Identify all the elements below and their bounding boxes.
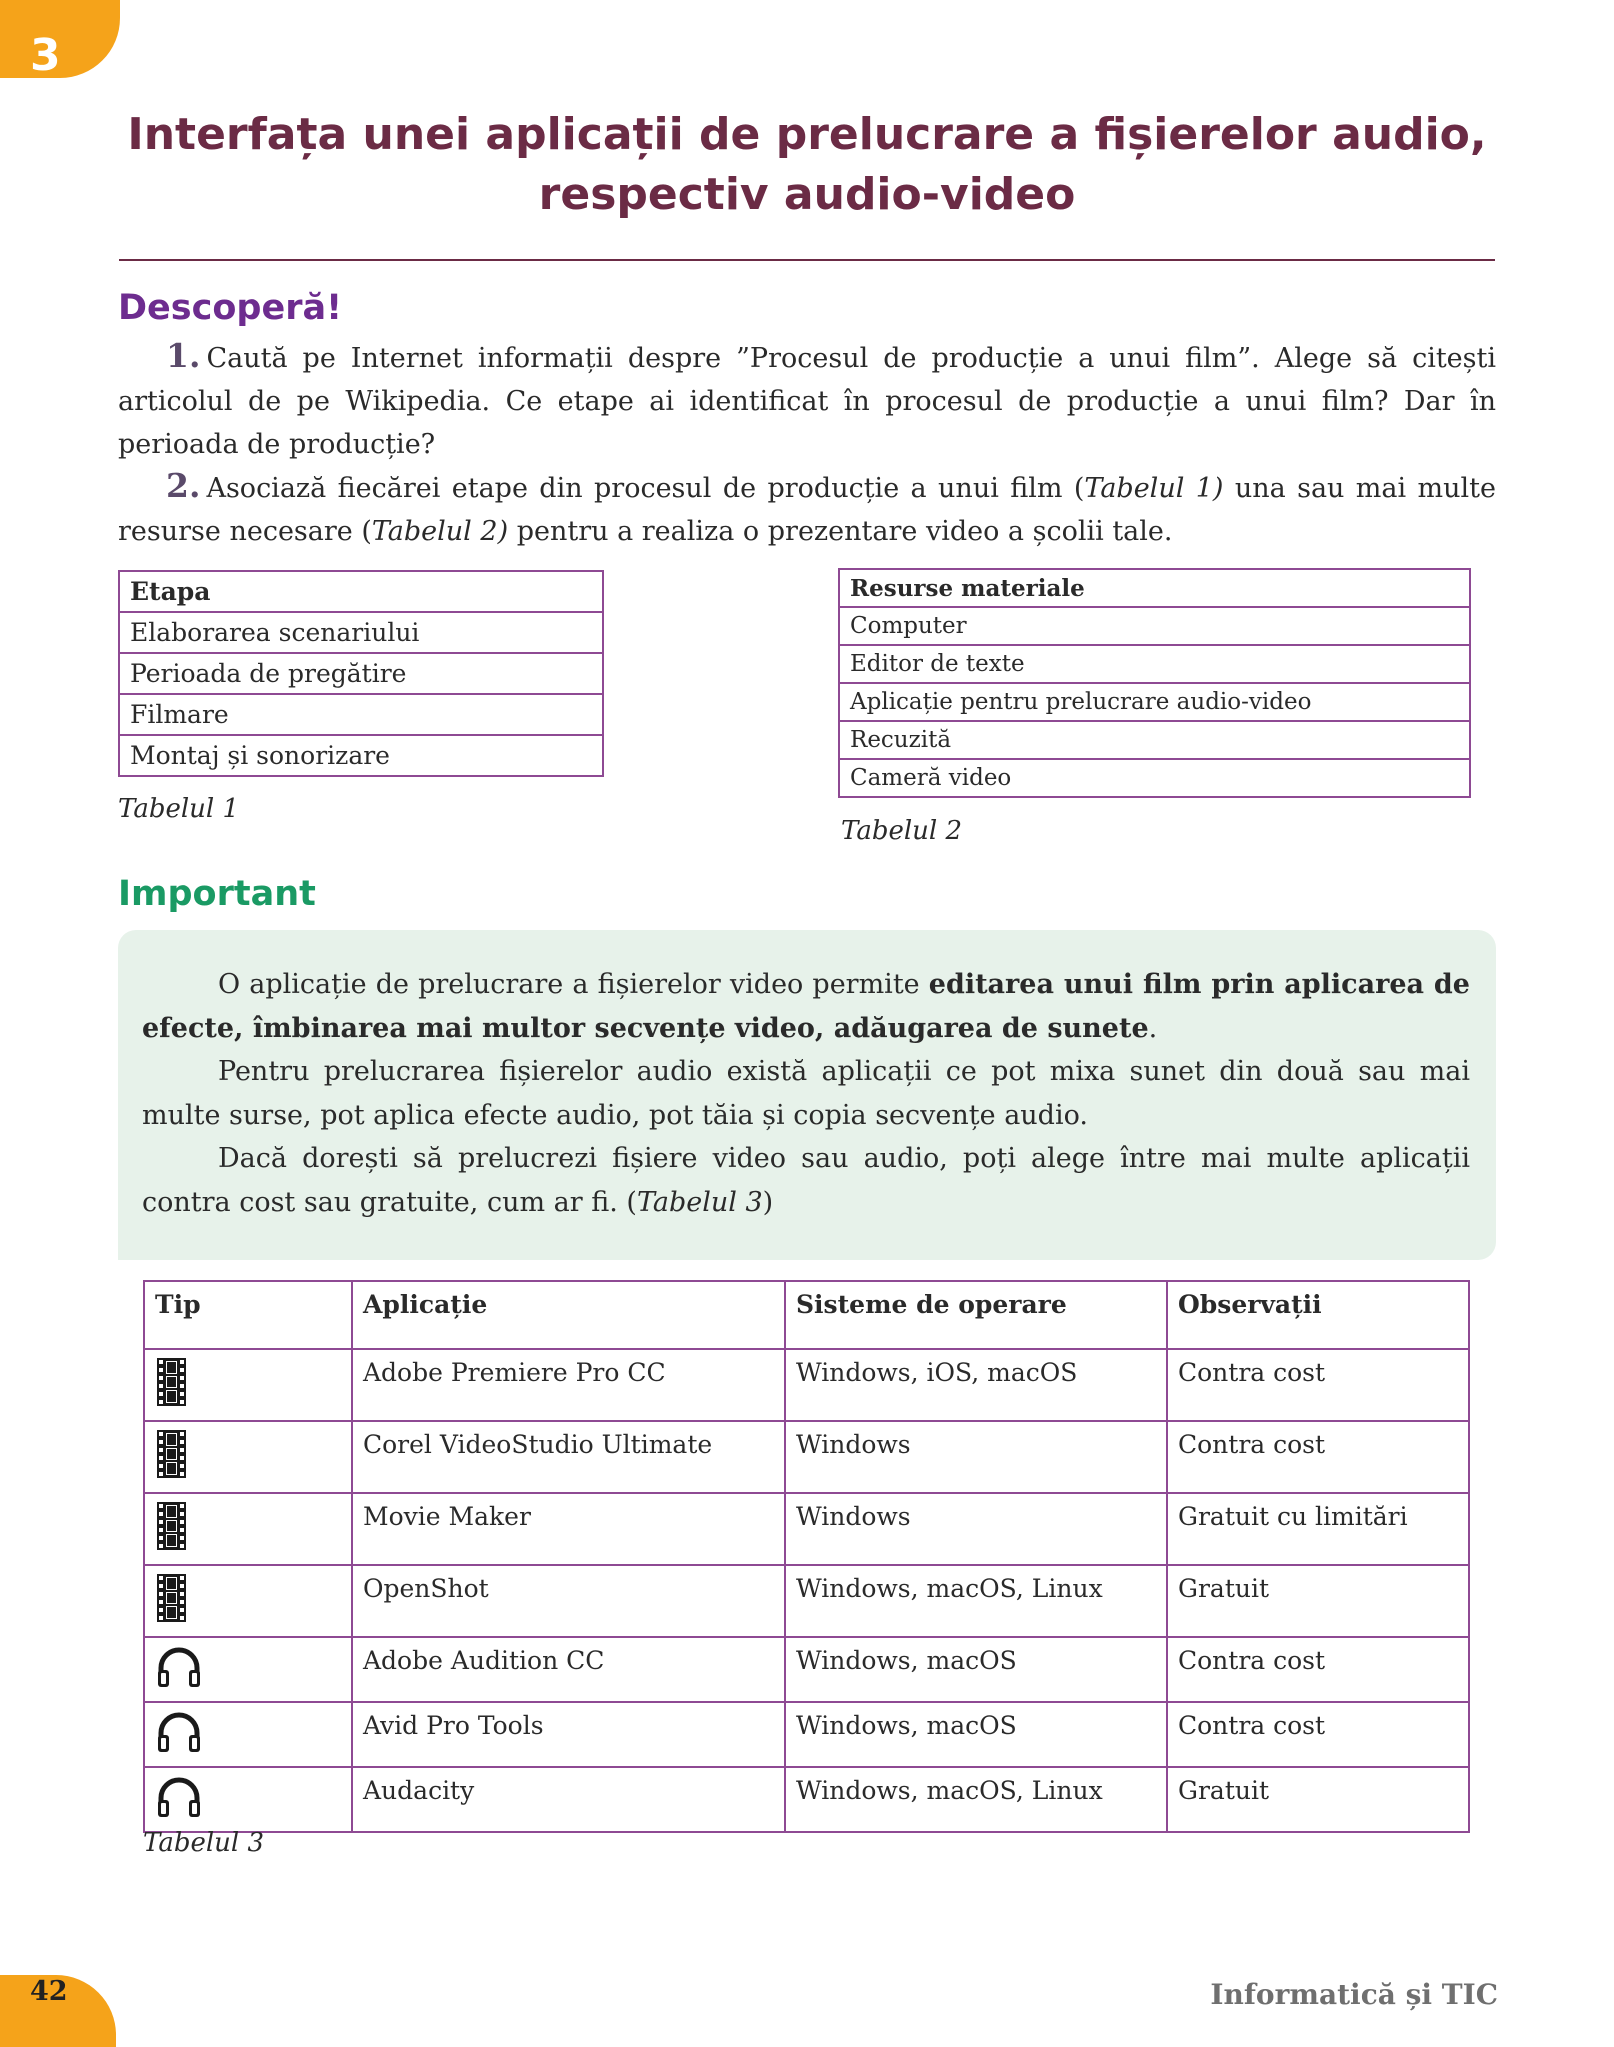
app-cell: Avid Pro Tools — [352, 1702, 785, 1767]
table-row — [144, 1767, 1469, 1832]
table2-header: Resurse materiale — [839, 569, 1470, 607]
table2-caption: Tabelul 2 — [841, 816, 963, 846]
obs-cell: Contra cost — [1167, 1637, 1469, 1702]
table1-cell: Filmare — [119, 694, 603, 735]
descopera-heading: Descoperă! — [118, 288, 343, 328]
col-header-obs: Observații — [1167, 1281, 1469, 1349]
page-title — [119, 105, 1495, 225]
table1-cell: Perioada de pregătire — [119, 653, 603, 694]
important-text — [142, 963, 1470, 1224]
footer-title: Informatică și TIC — [1210, 1978, 1498, 2011]
table2-reference: Tabelul 2) — [371, 516, 509, 547]
os-cell: Windows — [785, 1421, 1167, 1493]
headphones-icon — [155, 1776, 203, 1818]
obs-cell: Gratuit cu limitări — [1167, 1493, 1469, 1565]
table-row — [144, 1421, 1469, 1493]
type-cell — [144, 1421, 352, 1493]
important-p1-text: O aplicație de prelucrare a fișierelor video permite — [218, 969, 929, 1000]
col-header-tip: Tip — [144, 1281, 352, 1349]
table2-cell: Cameră video — [839, 759, 1470, 797]
table3-caption: Tabelul 3 — [143, 1828, 265, 1858]
exercise-2 — [118, 464, 1496, 553]
type-cell — [144, 1349, 352, 1421]
title-line-1: Interfața unei aplicații de prelucrare a fișierelor audio, — [127, 109, 1487, 160]
film-icon — [157, 1574, 186, 1622]
type-cell — [144, 1493, 352, 1565]
table-row — [144, 1493, 1469, 1565]
table2-cell: Recuzită — [839, 721, 1470, 759]
table1-reference: Tabelul 1) — [1084, 473, 1224, 504]
chapter-number: 3 — [30, 30, 61, 81]
table1-caption: Tabelul 1 — [118, 794, 240, 824]
app-cell: OpenShot — [352, 1565, 785, 1637]
os-cell: Windows, macOS, Linux — [785, 1565, 1167, 1637]
table-row — [144, 1702, 1469, 1767]
obs-cell: Gratuit — [1167, 1565, 1469, 1637]
app-cell: Corel VideoStudio Ultimate — [352, 1421, 785, 1493]
table2-cell: Editor de texte — [839, 645, 1470, 683]
important-p1-end: . — [1148, 1012, 1158, 1044]
table2-cell: Computer — [839, 607, 1470, 645]
table-applications — [143, 1280, 1470, 1833]
title-line-2: respectiv audio-video — [538, 169, 1076, 220]
important-paragraph-2: Pentru prelucrarea fișierelor audio există aplicații ce pot mixa sunet din două sau mai multe surse, pot aplica efecte audio, pot tăia și copia secvențe audio. — [142, 1056, 1470, 1131]
important-paragraph-1 — [142, 963, 1470, 1050]
exercise-1-number: 1. — [166, 336, 201, 375]
page-number: 42 — [30, 1976, 68, 2007]
type-cell — [144, 1702, 352, 1767]
table-row — [144, 1637, 1469, 1702]
os-cell: Windows, iOS, macOS — [785, 1349, 1167, 1421]
table2-cell: Aplicație pentru prelucrare audio-video — [839, 683, 1470, 721]
headphones-icon — [155, 1646, 203, 1688]
headphones-icon — [155, 1711, 203, 1753]
film-icon — [157, 1358, 186, 1406]
type-cell — [144, 1565, 352, 1637]
table1-header: Etapa — [119, 571, 603, 612]
table-row — [144, 1349, 1469, 1421]
important-heading: Important — [118, 874, 316, 914]
app-cell: Adobe Premiere Pro CC — [352, 1349, 785, 1421]
title-divider — [119, 259, 1495, 261]
exercise-1-text: Caută pe Internet informații despre ”Procesul de producție a unui film”. Alege să citești articolul de pe Wikipedia. Ce etape ai identificat în procesul de producție a unui film? Dar în perioada de producție? — [118, 343, 1496, 460]
table-row — [144, 1565, 1469, 1637]
obs-cell: Contra cost — [1167, 1421, 1469, 1493]
table1-cell: Montaj și sonorizare — [119, 735, 603, 776]
col-header-os: Sisteme de operare — [785, 1281, 1167, 1349]
film-icon — [157, 1502, 186, 1550]
obs-cell: Contra cost — [1167, 1349, 1469, 1421]
type-cell — [144, 1637, 352, 1702]
table1-cell: Elaborarea scenariului — [119, 612, 603, 653]
os-cell: Windows, macOS — [785, 1702, 1167, 1767]
app-cell: Audacity — [352, 1767, 785, 1832]
important-paragraph-3 — [142, 1137, 1470, 1224]
exercise-1 — [118, 334, 1496, 466]
important-p3-end: ) — [762, 1186, 774, 1218]
col-header-app: Aplicație — [352, 1281, 785, 1349]
exercise-2-number: 2. — [166, 466, 201, 505]
os-cell: Windows — [785, 1493, 1167, 1565]
important-p3-text: Dacă dorești să prelucrezi fișiere video sau audio, poți alege între mai multe aplicații contra cost sau gratuite, cum ar fi. ( — [142, 1143, 1470, 1218]
table-stages — [118, 570, 604, 777]
app-cell: Movie Maker — [352, 1493, 785, 1565]
obs-cell: Contra cost — [1167, 1702, 1469, 1767]
os-cell: Windows, macOS — [785, 1637, 1167, 1702]
obs-cell: Gratuit — [1167, 1767, 1469, 1832]
film-icon — [157, 1430, 186, 1478]
app-cell: Adobe Audition CC — [352, 1637, 785, 1702]
exercise-2-text-a: Asociază fiecărei etape din procesul de producție a unui film ( — [206, 473, 1085, 504]
os-cell: Windows, macOS, Linux — [785, 1767, 1167, 1832]
type-cell — [144, 1767, 352, 1832]
table3-reference: Tabelul 3 — [636, 1186, 763, 1218]
exercise-2-text-b: una sau mai multe resurse necesare ( — [118, 473, 1496, 547]
important-p1-bold: editarea unui film prin aplicarea de efecte, îmbinarea mai multor secvențe video, adăugarea de sunete — [142, 969, 1470, 1044]
exercise-2-text-c: pentru a realiza o prezentare video a școlii tale. — [508, 516, 1173, 547]
table-resources — [838, 568, 1471, 798]
